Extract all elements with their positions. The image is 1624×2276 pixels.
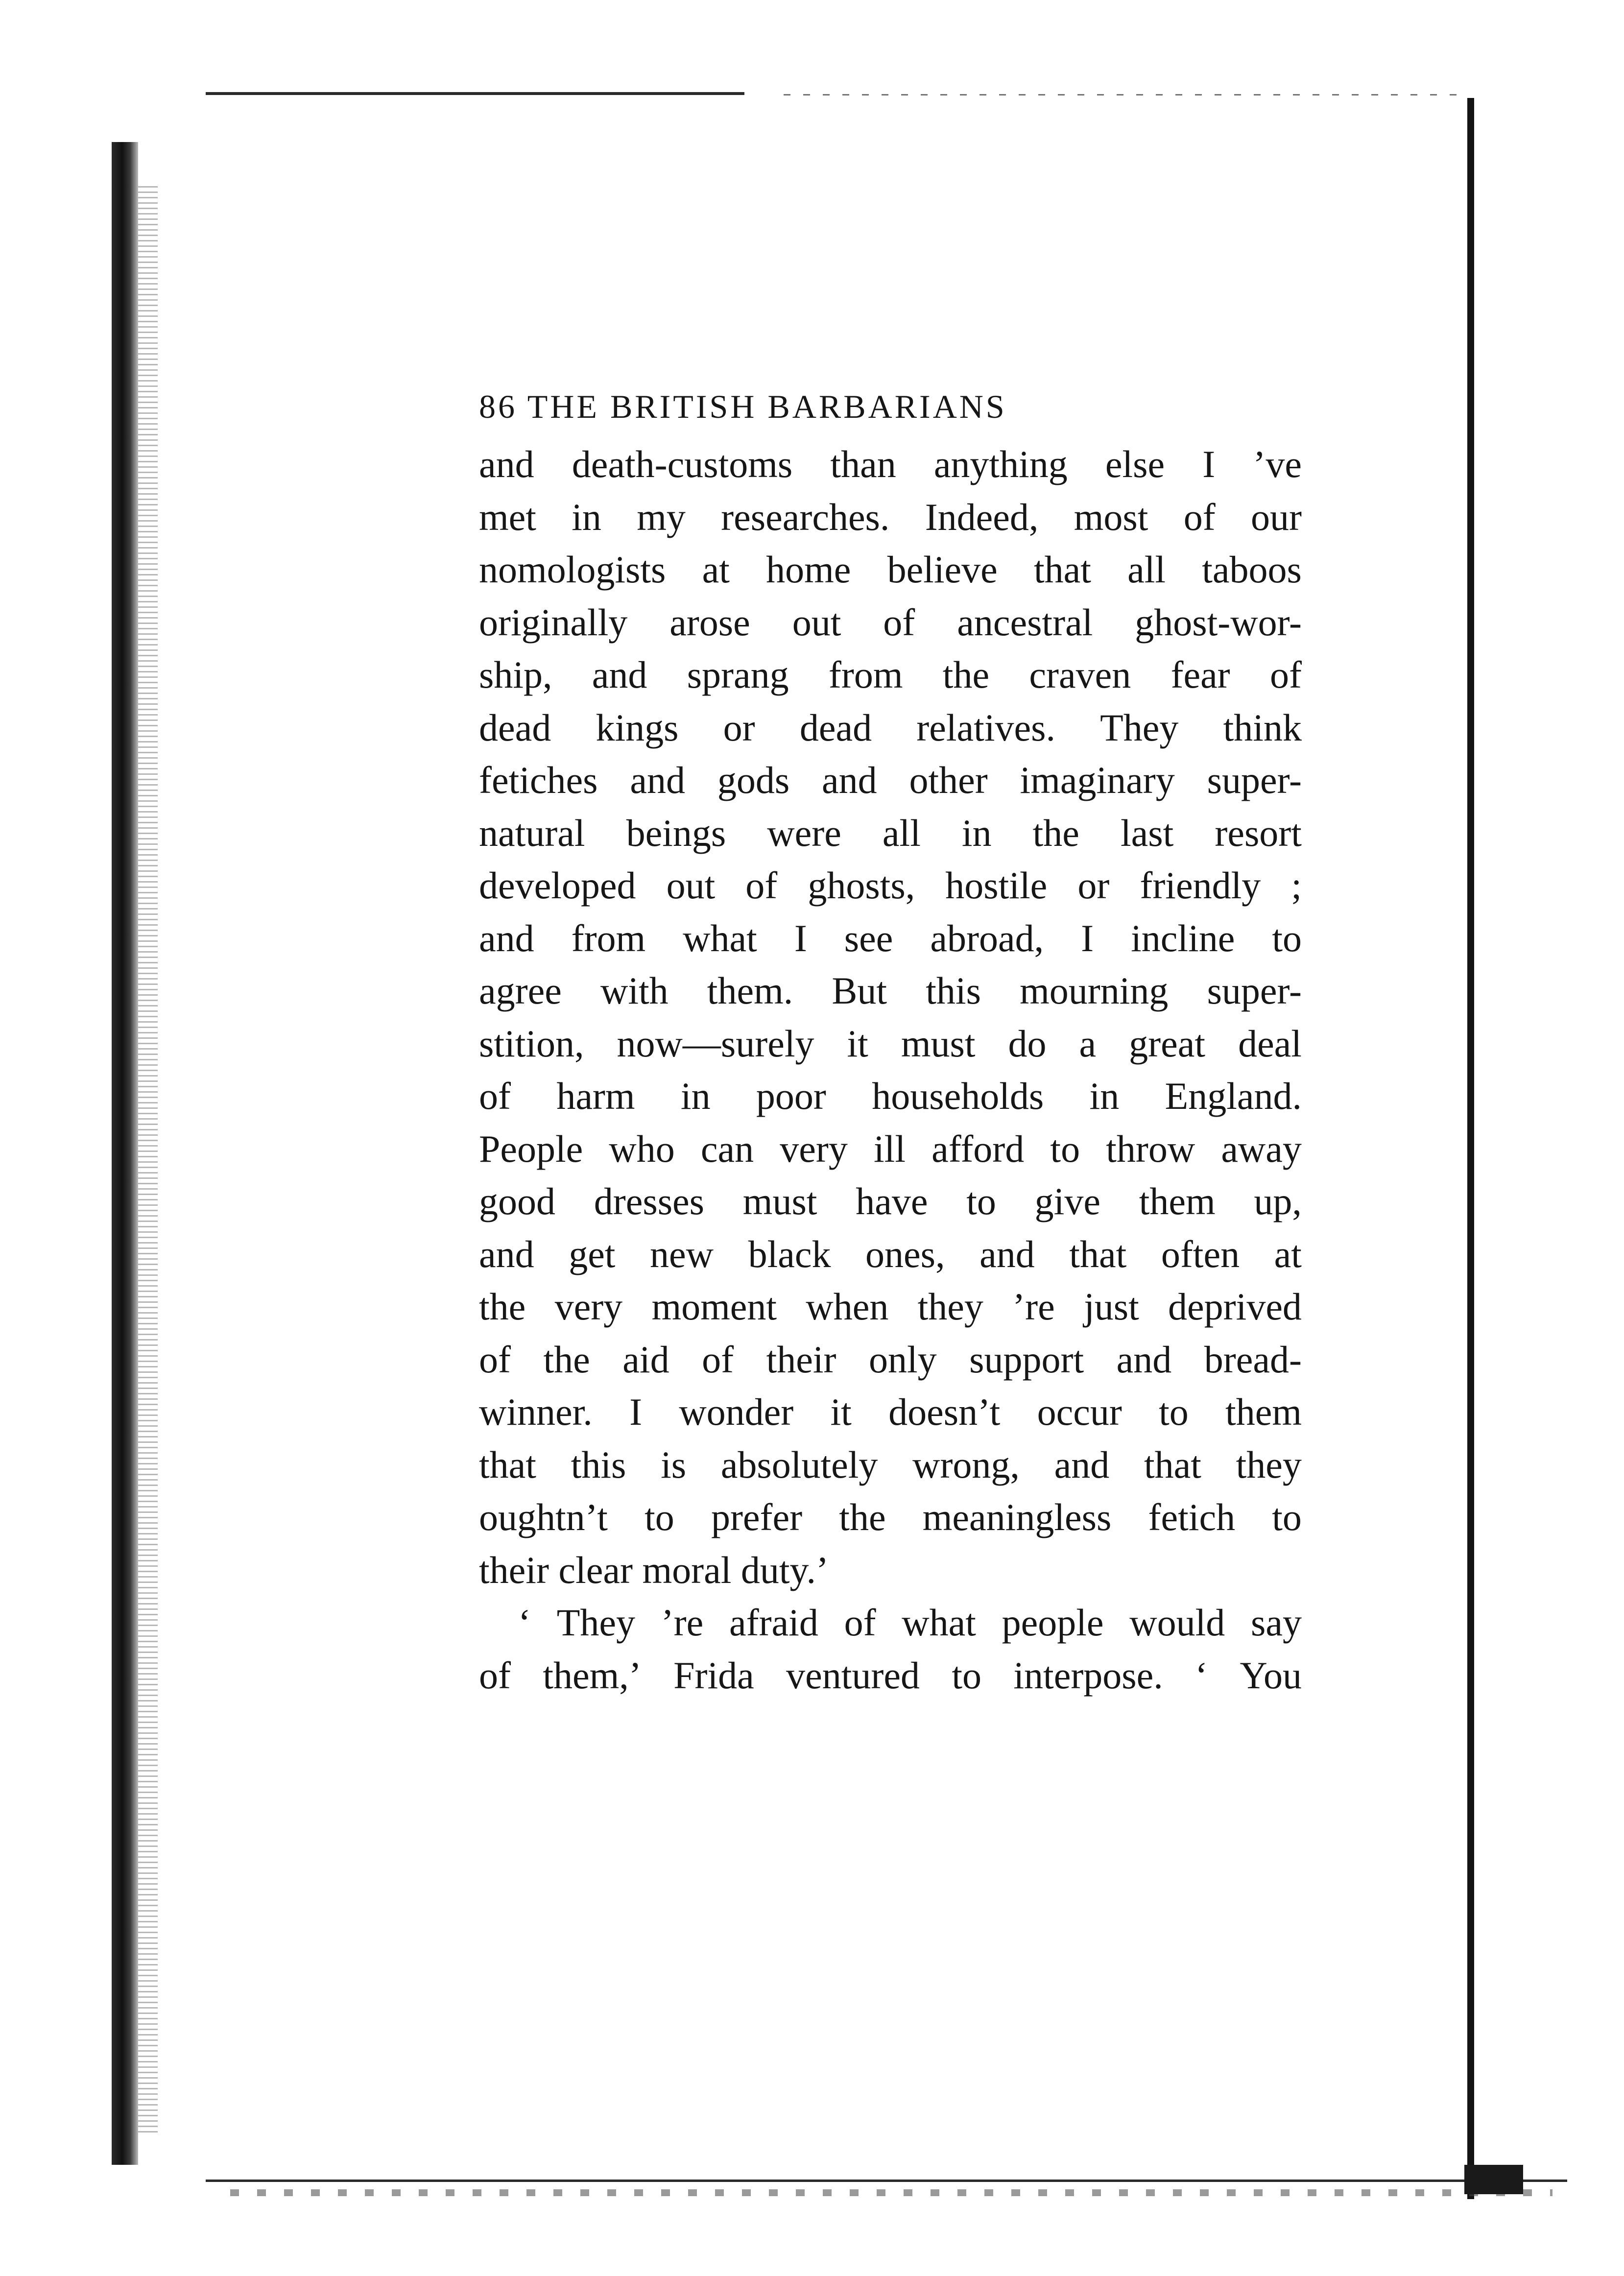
scan-border-top-faint <box>784 94 1469 96</box>
word: get <box>569 1232 616 1275</box>
text-line <box>479 754 1302 807</box>
word: relatives. <box>916 706 1055 749</box>
page-text-block <box>479 382 1302 1701</box>
word: gods <box>717 759 790 801</box>
text-line <box>479 1491 1302 1544</box>
word: winner. <box>479 1390 593 1433</box>
word: anything <box>933 443 1068 485</box>
word: wrong, <box>912 1443 1020 1486</box>
text-line <box>479 1017 1302 1070</box>
text-line <box>479 964 1302 1017</box>
word: in <box>1089 1075 1120 1117</box>
word: what <box>683 916 757 959</box>
word: and <box>479 1232 534 1275</box>
scan-border-bottom-smudge <box>230 2189 1552 2196</box>
word: away <box>1221 1127 1302 1170</box>
text-line <box>479 1333 1302 1386</box>
word: from <box>571 916 646 959</box>
word: I <box>629 1390 643 1433</box>
text-line <box>479 859 1302 912</box>
word: them,’ <box>543 1653 642 1697</box>
word: oughtn’t <box>479 1496 608 1538</box>
word: deal <box>1238 1022 1302 1065</box>
word: it <box>830 1390 852 1433</box>
word: up, <box>1254 1180 1302 1222</box>
word: ship, <box>479 653 552 696</box>
word: them. <box>707 969 793 1012</box>
word: of <box>1183 495 1216 538</box>
word: You <box>1240 1653 1302 1697</box>
text-line <box>479 1228 1302 1281</box>
word: agree <box>479 969 562 1012</box>
word: when <box>806 1285 889 1328</box>
word: the <box>479 1285 526 1328</box>
text-line <box>479 1280 1302 1333</box>
word: good <box>479 1180 555 1222</box>
binding-edge-fray <box>138 186 158 2135</box>
word: death-customs <box>572 443 793 485</box>
word: kings <box>596 706 679 749</box>
text-line <box>479 1649 1302 1702</box>
word: people <box>1002 1601 1104 1644</box>
word: sprang <box>687 653 789 696</box>
word: and <box>479 443 534 485</box>
word: afford <box>931 1127 1025 1170</box>
word: dresses <box>594 1180 705 1222</box>
word: very <box>780 1127 848 1170</box>
word: ‘ <box>1195 1653 1208 1697</box>
word: ill <box>874 1127 906 1170</box>
scan-border-top <box>206 92 744 95</box>
word: them <box>1225 1390 1302 1433</box>
word: ‘ <box>518 1601 531 1644</box>
word: great <box>1129 1022 1206 1065</box>
word: ghost-wor- <box>1135 600 1302 644</box>
word: at <box>702 548 730 591</box>
word: I <box>1081 916 1094 959</box>
word: of <box>1269 653 1302 696</box>
word: my <box>637 495 686 538</box>
word: aid <box>622 1338 669 1381</box>
word: often <box>1161 1232 1240 1275</box>
word: they <box>917 1285 983 1328</box>
word: arose <box>669 600 750 644</box>
word: were <box>767 811 841 854</box>
word: ’re <box>661 1601 704 1644</box>
word: at <box>1274 1232 1302 1275</box>
word: fear <box>1170 653 1230 696</box>
word: bread- <box>1204 1338 1302 1381</box>
word: They <box>1100 706 1179 749</box>
word: imaginary <box>1020 759 1175 801</box>
text-line <box>479 1596 1302 1649</box>
text-line <box>479 1123 1302 1175</box>
word: to <box>952 1653 982 1697</box>
word: only <box>869 1338 937 1381</box>
word: have <box>856 1180 928 1222</box>
word: in <box>572 495 601 538</box>
scan-border-bottom <box>206 2180 1567 2182</box>
word: originally <box>479 600 628 644</box>
word: England. <box>1165 1075 1302 1117</box>
word: do <box>1008 1022 1047 1065</box>
word: believe <box>887 548 998 591</box>
word: last <box>1120 811 1174 854</box>
word: in <box>961 811 992 854</box>
word: ventured <box>786 1653 920 1697</box>
word: ghosts, <box>808 864 915 907</box>
scan-corner-mark <box>1464 2165 1523 2194</box>
word: to <box>645 1496 674 1538</box>
word: moment <box>651 1285 777 1328</box>
word: other <box>909 759 988 801</box>
word: and <box>979 1232 1035 1275</box>
word: absolutely <box>720 1443 878 1486</box>
text-line <box>479 807 1302 860</box>
word: all <box>1127 548 1166 591</box>
word: a <box>1079 1022 1097 1065</box>
word: taboos <box>1202 548 1302 591</box>
word: People <box>479 1127 583 1170</box>
binding-edge-left <box>112 142 138 2165</box>
word: ’ve <box>1253 443 1302 485</box>
word: harm <box>556 1075 635 1117</box>
word: occur <box>1037 1390 1122 1433</box>
word: afraid <box>729 1601 818 1644</box>
word: mourning <box>1020 969 1169 1012</box>
word: most <box>1074 495 1148 538</box>
word: our <box>1250 495 1302 538</box>
word: fetiches <box>479 759 598 801</box>
word: ancestral <box>957 600 1093 644</box>
word: support <box>969 1338 1084 1381</box>
word: is <box>661 1443 687 1486</box>
word: give <box>1034 1180 1100 1222</box>
word: say <box>1250 1601 1302 1644</box>
word: the <box>839 1496 886 1538</box>
word: than <box>830 443 896 485</box>
word: that <box>1069 1232 1127 1275</box>
word: super- <box>1207 969 1302 1012</box>
word: out <box>666 864 716 907</box>
word: doesn’t <box>888 1390 1001 1433</box>
text-line <box>479 701 1302 754</box>
text-line <box>479 912 1302 965</box>
word: I <box>1202 443 1216 485</box>
word: their <box>766 1338 836 1381</box>
word: in <box>680 1075 711 1117</box>
word: of <box>479 1075 511 1117</box>
word: Indeed, <box>925 495 1039 538</box>
word: just <box>1084 1285 1139 1328</box>
text-line <box>479 543 1302 596</box>
running-head: 86 THE BRITISH BARBARIANS <box>479 388 1007 425</box>
word: of <box>479 1653 511 1697</box>
word: poor <box>756 1075 826 1117</box>
word: home <box>766 548 851 591</box>
word: they <box>1236 1443 1302 1486</box>
word: friendly <box>1140 864 1261 907</box>
word: fetich <box>1148 1496 1236 1538</box>
word: deprived <box>1168 1285 1302 1328</box>
word: ’re <box>1012 1285 1055 1328</box>
word: that <box>1033 548 1091 591</box>
word: developed <box>479 864 636 907</box>
word: of <box>745 864 778 907</box>
word: this <box>571 1443 626 1486</box>
word: the <box>1032 811 1079 854</box>
text-line <box>479 491 1302 544</box>
body-text <box>479 438 1302 1701</box>
word: resort <box>1215 811 1302 854</box>
text-line: their clear moral duty.’ <box>479 1548 829 1591</box>
word: can <box>700 1127 754 1170</box>
text-line <box>479 1070 1302 1123</box>
word: see <box>844 916 893 959</box>
word: must <box>901 1022 976 1065</box>
word: now—surely <box>617 1022 814 1065</box>
word: of <box>702 1338 734 1381</box>
word: to <box>1050 1127 1080 1170</box>
word: or <box>723 706 755 749</box>
word: researches. <box>721 495 890 538</box>
word: who <box>609 1127 675 1170</box>
word: and <box>822 759 877 801</box>
word: interpose. <box>1013 1653 1163 1697</box>
text-line <box>479 438 1302 491</box>
word: incline <box>1131 916 1235 959</box>
word: of <box>479 1338 511 1381</box>
word: all <box>882 811 921 854</box>
word: and <box>1116 1338 1172 1381</box>
word: to <box>966 1180 996 1222</box>
text-line <box>479 596 1302 649</box>
word: wonder <box>679 1390 794 1433</box>
word: out <box>792 600 841 644</box>
word: beings <box>626 811 726 854</box>
word: think <box>1223 706 1302 749</box>
word: meaningless <box>922 1496 1112 1538</box>
word: black <box>748 1232 831 1275</box>
word: craven <box>1029 653 1131 696</box>
word: of <box>883 600 915 644</box>
word: what <box>902 1601 976 1644</box>
word: prefer <box>711 1496 803 1538</box>
word: stition, <box>479 1022 584 1065</box>
text-line <box>479 1386 1302 1438</box>
page-edge-right <box>1467 98 1474 2199</box>
word: and <box>630 759 685 801</box>
word: super- <box>1207 759 1302 801</box>
word: But <box>832 969 887 1012</box>
word: it <box>847 1022 868 1065</box>
word: and <box>1054 1443 1110 1486</box>
text-line <box>479 1175 1302 1228</box>
word: abroad, <box>930 916 1044 959</box>
word: of <box>844 1601 876 1644</box>
text-line <box>479 1438 1302 1491</box>
word: with <box>600 969 669 1012</box>
word: to <box>1159 1390 1189 1433</box>
word: to <box>1272 1496 1302 1538</box>
text-line <box>479 648 1302 701</box>
word: that <box>479 1443 536 1486</box>
word: Frida <box>673 1653 754 1697</box>
word: to <box>1272 916 1302 959</box>
word: very <box>554 1285 623 1328</box>
word: must <box>742 1180 817 1222</box>
word: from <box>828 653 903 696</box>
word: and <box>592 653 647 696</box>
word: dead <box>799 706 872 749</box>
word: ; <box>1291 864 1302 907</box>
word: this <box>926 969 981 1012</box>
word: hostile <box>945 864 1048 907</box>
word: else <box>1105 443 1165 485</box>
word: They <box>556 1601 635 1644</box>
word: would <box>1129 1601 1225 1644</box>
word: that <box>1144 1443 1201 1486</box>
word: the <box>942 653 990 696</box>
word: or <box>1077 864 1110 907</box>
word: new <box>650 1232 714 1275</box>
word: met <box>479 495 536 538</box>
word: natural <box>479 811 585 854</box>
word: dead <box>479 706 551 749</box>
word: the <box>543 1338 590 1381</box>
word: households <box>872 1075 1044 1117</box>
word: I <box>794 916 807 959</box>
word: ones, <box>865 1232 945 1275</box>
word: throw <box>1106 1127 1195 1170</box>
word: and <box>479 916 534 959</box>
word: nomologists <box>479 548 666 591</box>
word: them <box>1139 1180 1216 1222</box>
